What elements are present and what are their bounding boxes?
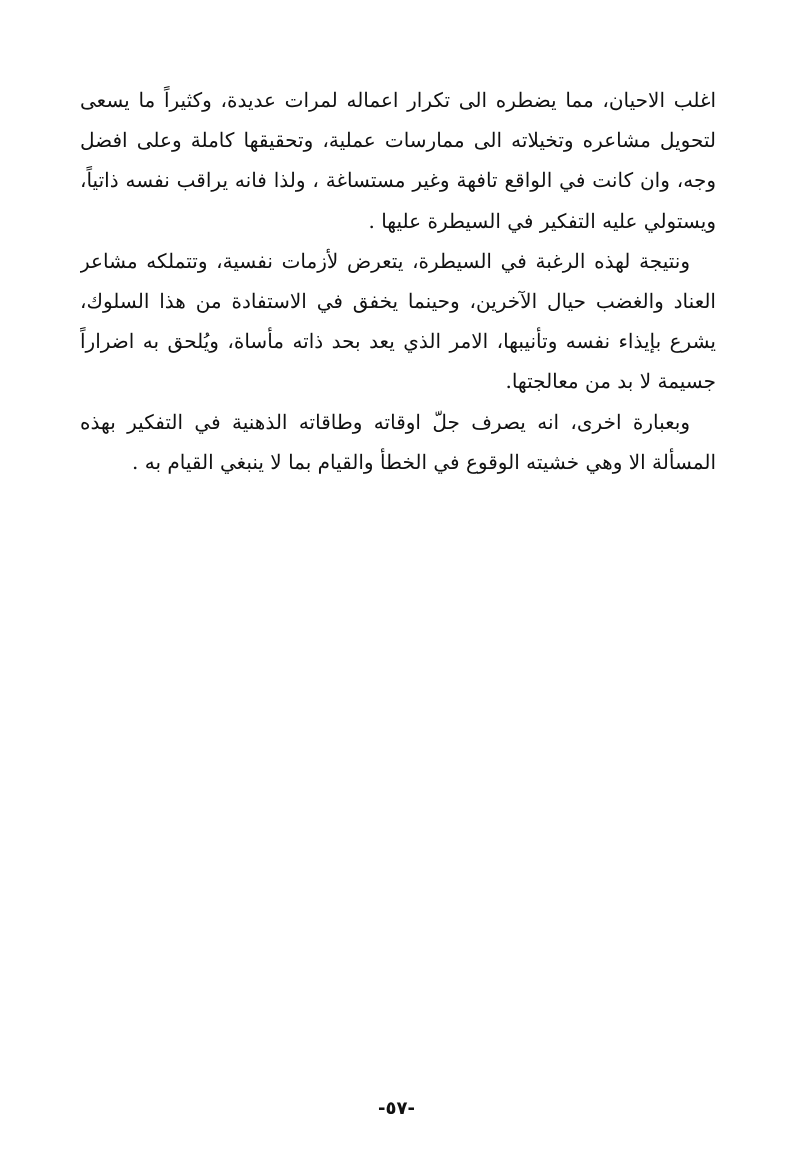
text-line: يشرع بإيذاء نفسه وتأنيبها، الامر الذي يعد بحد ذاته مأساة، ويُلحق به اضراراً xyxy=(80,329,716,354)
text-line: جسيمة لا بد من معالجتها. xyxy=(505,369,716,394)
text-line: وبعبارة اخرى، انه يصرف جلّ اوقاته وطاقاته الذهنية في التفكير بهذه xyxy=(80,409,690,434)
text-line: اغلب الاحيان، مما يضطره الى تكرار اعماله لمرات عديدة، وكثيراً ما يسعى xyxy=(80,88,716,112)
text-line: وجه، وان كانت في الواقع تافهة وغير مستساغة ، ولذا فانه يراقب نفسه ذاتياً، xyxy=(80,168,716,193)
paragraph-2 xyxy=(80,241,716,402)
paragraph-3 xyxy=(80,402,716,482)
page-number: -٥٧- xyxy=(378,1098,415,1119)
text-line: ونتيجة لهذه الرغبة في السيطرة، يتعرض لأزمات نفسية، وتتملكه مشاعر xyxy=(80,248,690,273)
text-line: العناد والغضب حيال الآخرين، وحينما يخفق في الاستفادة من هذا السلوك، xyxy=(80,288,716,313)
paragraph-1 xyxy=(80,80,716,241)
body-text xyxy=(80,80,716,482)
text-line: ويستولي عليه التفكير في السيطرة عليها . xyxy=(368,208,716,233)
text-line: لتحويل مشاعره وتخيلاته الى ممارسات عملية، وتحقيقها كاملة وعلى افضل xyxy=(80,128,716,153)
text-line: المسألة الا وهي خشيته الوقوع في الخطأ والقيام بما لا ينبغي القيام به . xyxy=(132,449,716,474)
